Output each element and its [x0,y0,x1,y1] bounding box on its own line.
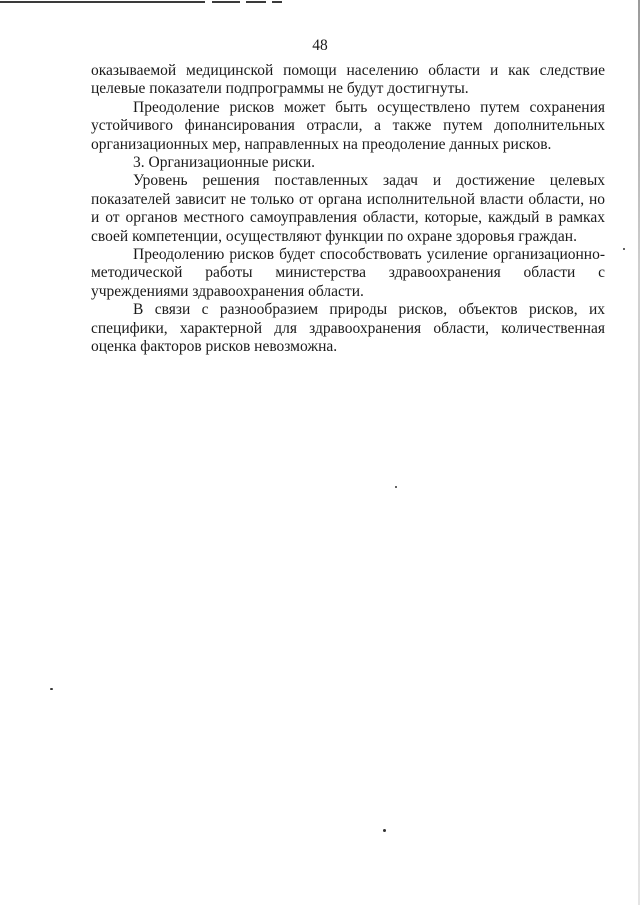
scan-edge-segment [0,1,205,3]
scan-edge-segment [246,1,266,3]
document-body [91,62,605,357]
paragraph: Уровень решения поставленных задач и достижение целевых показателей зависит не только от органа исполнительной власти области, но и от органов местного самоуправления области, которые, каждый в рамках своей компетенции, осуществляют функции по охране здоровья граждан. [91,172,605,245]
scan-edge-segment [212,1,240,3]
scan-speck [623,248,625,250]
scan-edge-segment [272,1,282,3]
paragraph: Преодолению рисков будет способствовать усиление организационно-методической работы министерства здравоохранения области с учреждениями здравоохранения области. [91,246,605,300]
page-number: 48 [312,37,328,54]
scan-top-edge [0,0,640,5]
paragraph: В связи с разнообразием природы рисков, объектов рисков, их специфики, характерной для здравоохранения области, количественная оценка факторов рисков невозможна. [91,301,605,356]
scan-speck [395,486,397,488]
paragraph-continuation: оказываемой медицинской помощи населению области и как следствие целевые показатели подпрограммы не будут достигнуты. [91,62,605,98]
scan-speck [383,829,386,832]
scan-speck [50,688,53,690]
paragraph: Преодоление рисков может быть осуществлено путем сохранения устойчивого финансирования отрасли, а также путем дополнительных организационных мер, направленных на преодоление данных рисков. [91,98,605,153]
section-heading: 3. Организационные риски. [133,154,315,172]
